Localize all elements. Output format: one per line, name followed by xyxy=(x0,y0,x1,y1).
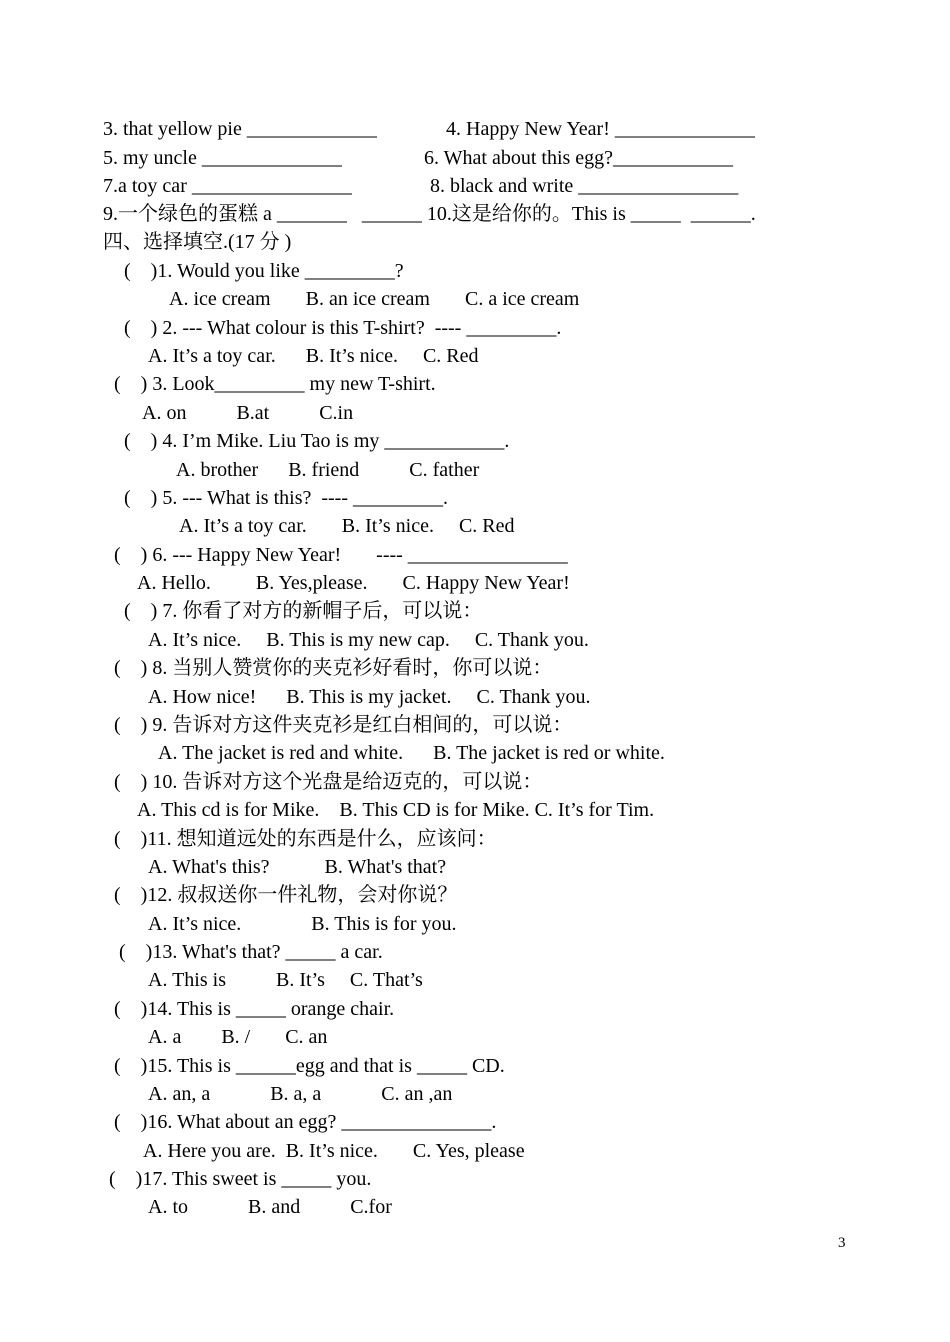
translation-item-3: 3. that yellow pie _____________ xyxy=(103,118,377,140)
question-stem: ( )15. This is ______egg and that is _____ CD. xyxy=(114,1055,505,1077)
translation-item-8: 8. black and write ________________ xyxy=(430,175,739,197)
section-heading: 四、选择填空.(17 分 ) xyxy=(103,231,292,253)
question-options: A. It’s nice. B. This is my new cap. C. Thank you. xyxy=(148,629,589,651)
question-stem: ( ) 8. 当别人赞赏你的夹克衫好看时，你可以说： xyxy=(114,657,553,679)
translation-item-5: 5. my uncle ______________ xyxy=(103,147,342,169)
question-stem: ( )1. Would you like _________? xyxy=(124,260,404,282)
question-options: A. brother B. friend C. father xyxy=(176,459,480,481)
question-options: A. Here you are. B. It’s nice. C. Yes, please xyxy=(143,1140,525,1162)
question-stem: ( ) 2. --- What colour is this T-shirt? ---- _________. xyxy=(124,317,562,339)
translation-item-7: 7.a toy car ________________ xyxy=(103,175,352,197)
question-stem: ( ) 5. --- What is this? ---- _________. xyxy=(124,487,449,509)
question-stem: ( )13. What's that? _____ a car. xyxy=(119,941,383,963)
translation-item-4: 4. Happy New Year! ______________ xyxy=(446,118,755,140)
question-options: A. This is B. It’s C. That’s xyxy=(148,969,423,991)
question-stem: ( ) 9. 告诉对方这件夹克衫是红白相间的，可以说： xyxy=(114,714,573,736)
question-options: A. It’s a toy car. B. It’s nice. C. Red xyxy=(148,345,479,367)
question-options: A. Hello. B. Yes,please. C. Happy New Year! xyxy=(137,572,570,594)
question-options: A. It’s a toy car. B. It’s nice. C. Red xyxy=(179,515,515,537)
question-options: A. an, a B. a, a C. an ,an xyxy=(148,1083,453,1105)
question-options: A. What's this? B. What's that? xyxy=(148,856,447,878)
question-options: A. a B. / C. an xyxy=(148,1026,328,1048)
question-stem: ( ) 3. Look_________ my new T-shirt. xyxy=(114,373,436,395)
question-options: A. How nice! B. This is my jacket. C. Thank you. xyxy=(148,686,591,708)
question-options: A. to B. and C.for xyxy=(148,1196,392,1218)
question-stem: ( )12. 叔叔送你一件礼物，会对你说？ xyxy=(114,884,458,906)
question-stem: ( )17. This sweet is _____ you. xyxy=(109,1168,372,1190)
question-options: A. ice cream B. an ice cream C. a ice cream xyxy=(169,288,580,310)
question-options: A. The jacket is red and white. B. The jacket is red or white. xyxy=(158,742,665,764)
question-stem: ( )16. What about an egg? _______________. xyxy=(114,1111,497,1133)
question-options: A. on B.at C.in xyxy=(142,402,354,424)
page-number: 3 xyxy=(838,1235,846,1251)
question-options: A. It’s nice. B. This is for you. xyxy=(148,913,457,935)
question-stem: ( ) 4. I’m Mike. Liu Tao is my ____________. xyxy=(124,430,510,452)
translation-item-6: 6. What about this egg?____________ xyxy=(424,147,734,169)
question-stem: ( )14. This is _____ orange chair. xyxy=(114,998,395,1020)
question-stem: ( ) 6. --- Happy New Year! ---- ________________ xyxy=(114,544,568,566)
question-options: A. This cd is for Mike. B. This CD is for Mike. C. It’s for Tim. xyxy=(137,799,655,821)
translation-item-9-10: 9.一个绿色的蛋糕 a _______ ______ 10.这是给你的。This is _____ ______. xyxy=(103,203,756,225)
question-stem: ( ) 7. 你看了对方的新帽子后，可以说： xyxy=(124,600,483,622)
question-stem: ( )11. 想知道远处的东西是什么，应该问： xyxy=(114,828,497,850)
question-stem: ( ) 10. 告诉对方这个光盘是给迈克的，可以说： xyxy=(114,771,543,793)
